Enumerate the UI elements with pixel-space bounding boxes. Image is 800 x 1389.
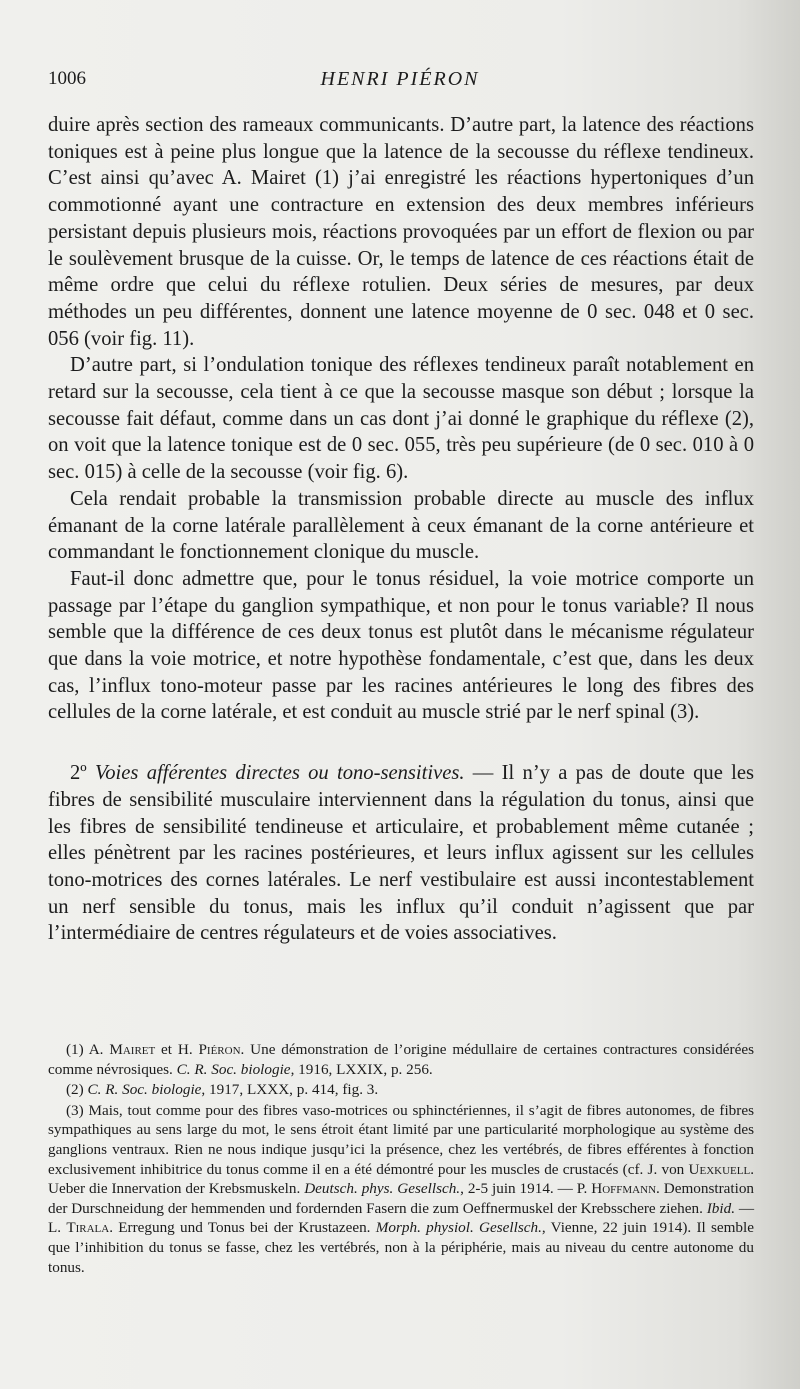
paragraph: D’autre part, si l’ondulation tonique des réflexes tendineux paraît notablement en retard sur la secousse, cela tient à ce que la secousse masque son début ; lorsque la secousse fait défaut, comme dans un cas dont j’ai donné le graphique du réflexe (2), on voit que la latence tonique est de 0 sec. 055, très peu supérieure (de 0 sec. 010 à 0 sec. 015) à celle de la secousse (voir fig. 6). [48,354,754,484]
footnote-ibid: Ibid. [706,1199,735,1217]
footnote-3: (3) Mais, tout comme pour des fibres vaso-motrices ou sphinctériennes, il s’agit de fibres autonomes, de fibres sympathiques au sens large du mot, le sens étroit étant limité par une particularité morphologique au système des ganglions ventraux. Rien ne nous indique jusqu’ici la présence, chez les vertébrés, de fibres efférentes à fonction exclusivement inhibitrice du tonus comme il en a été démontré pour les muscles de crustacés (cf. J. von Uexkuell. Ueber die Innervation der Krebsmuskeln. Deutsch. phys. Gesellsch., 2-5 juin 1914. — P. Hoffmann. Demonstration der Durschneidung der hemmenden und fordernden Fasern die zum Oeffnermuskel der Krebsschere ziehen. Ibid. — L. Tirala. Erregung und Tonus bei der Krustazeen. Morph. physiol. Gesellsch., Vienne, 22 juin 1914). Il semble que l’inhibition du tonus se fasse, chez les vertébrés, non à la périphérie, mais au niveau du centre autonome du tonus. [48,1101,755,1276]
footnotes [48,1040,754,1277]
footnote-author: Uexkuell [688,1160,751,1178]
footnote-1: (1) A. Mairet et H. Piéron. Une démonstration de l’origine médullaire de certaines contractures considérées comme névrosiques. C. R. Soc. biologie, 1916, LXXIX, p. 256. [48,1041,754,1078]
footnote-journal: Deutsch. phys. Gesellsch. [304,1180,461,1198]
paragraph: Cela rendait probable la transmission probable directe au muscle des influx émanant de la corne latérale parallèlement à ceux émanant de la corne antérieure et commandant le fonctionnement clonique du muscle. [48,487,754,564]
footnote-author: Hoffmann [591,1180,657,1198]
footnote-journal: Morph. physiol. Gesellsch. [375,1219,542,1237]
footnote-author: Tirala [66,1219,110,1237]
running-title: HENRI PIÉRON [320,68,480,90]
page-number: 1006 [48,68,86,89]
section-paragraph [48,760,754,947]
section-number: 2º [70,762,87,785]
footnote-journal: C. R. Soc. biologie [87,1081,202,1099]
footnote-author: Mairet [109,1041,156,1058]
footnote-author: Piéron [198,1041,241,1058]
footnote-journal: C. R. Soc. biologie [176,1060,291,1078]
page-header [48,68,752,98]
body-text [48,112,754,947]
section-heading: Voies afférentes directes ou tono-sensitives. [94,762,465,785]
paragraph: Faut-il donc admettre que, pour le tonus résiduel, la voie motrice comporte un passage par l’étape du ganglion sympathique, et non pour le tonus variable? Il nous semble que la différence de ces deux tonus est plutôt dans le mécanisme régulateur que dans la voie motrice, et notre hypothèse fondamentale, c’est que, dans les deux cas, l’influx tono-moteur passe par les racines antérieures le long des fibres des cellules de la corne latérale, et est conduit au muscle strié par le nerf spinal (3). [48,567,754,724]
footnote-2: (2) C. R. Soc. biologie, 1917, LXXX, p. 414, fig. 3. [66,1081,379,1099]
paragraph: duire après section des rameaux communicants. D’autre part, la latence des réactions toniques est à peine plus longue que la latence de la secousse du réflexe tendineux. C’est ainsi qu’avec A. Mairet (1) j’ai enregistré les réactions hypertoniques d’un commotionné ayant une contracture en extension des deux membres inférieurs persistant depuis plusieurs mois, réactions provoquées par un effort de flexion ou par le soulèvement brusque de la cuisse. Or, le temps de latence de ces réactions était de même ordre que celui du réflexe rotulien. Deux séries de mesures, par deux méthodes un peu différentes, donnent une latence moyenne de 0 sec. 048 et 0 sec. 056 (voir fig. 11). [48,114,754,350]
section-text: — Il n’y a pas de doute que les fibres de sensibilité musculaire interviennent dans la régulation du tonus, ainsi que les fibres de sensibilité tendineuse et articulaire, et probablement même cutanée ; elles pénètrent par les racines postérieures, et leurs influx agissent sur les cellules tono-motrices des cornes latérales. Le nerf vestibulaire est aussi incontestablement un nerf sensible du tonus, mais les influx qu’il conduit n’agissent que par l’intermédiaire de centres régulateurs et de voies associatives. [48,762,754,945]
